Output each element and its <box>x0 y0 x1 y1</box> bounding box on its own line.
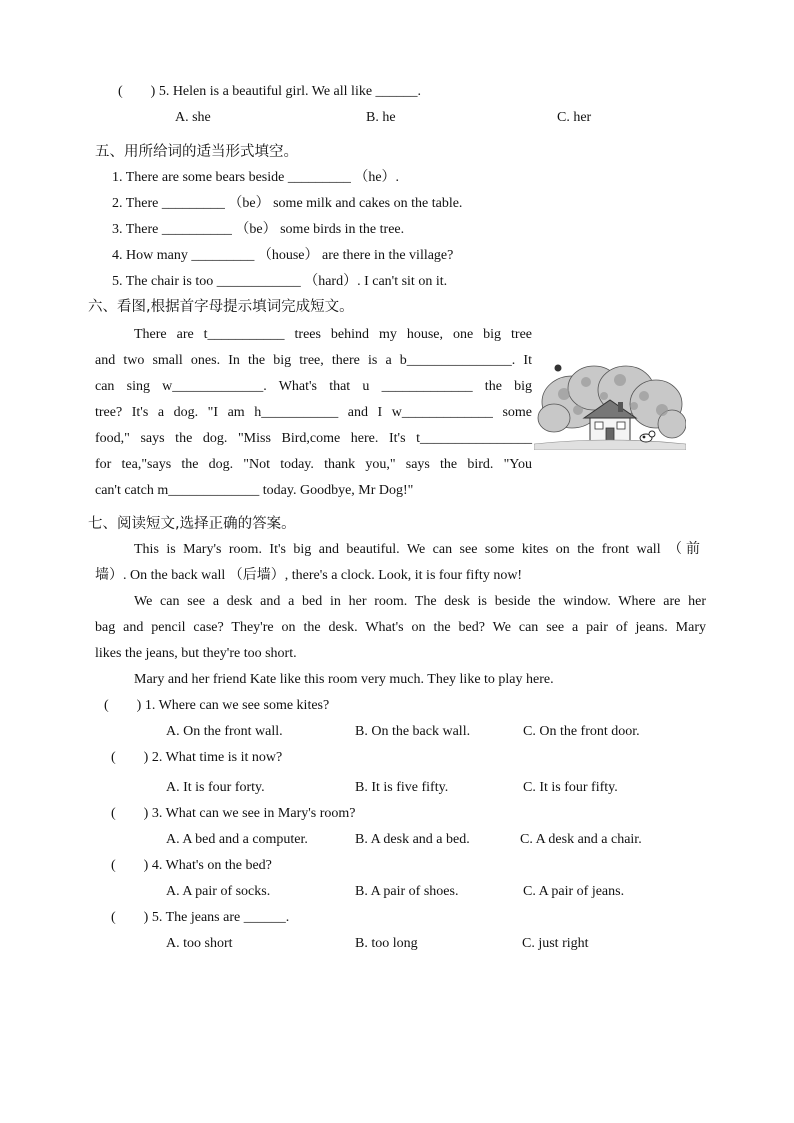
option-a: A. A bed and a computer. <box>166 832 308 847</box>
cloze-line: and two small ones. In the big tree, there is a b_______________. It <box>95 353 532 368</box>
option-a: A. she <box>175 110 211 125</box>
passage-line: Mary and her friend Kate like this room very much. They like to play here. <box>134 672 554 687</box>
house-with-trees-and-dog-illustration <box>534 358 686 450</box>
option-b: B. he <box>366 110 396 125</box>
section5-item: 1. There are some bears beside _________ （he）. <box>112 170 400 185</box>
question-stem: ( ) 3. What can we see in Mary's room? <box>111 806 356 821</box>
option-b: B. A desk and a bed. <box>355 832 470 847</box>
passage-line: We can see a desk and a bed in her room. The desk is beside the window. Where are her <box>134 594 706 609</box>
dog-icon <box>640 431 655 442</box>
section5-item: 5. The chair is too ____________ （hard）. I can't sit on it. <box>112 274 448 289</box>
section5-item: 3. There __________ （be） some birds in the tree. <box>112 222 405 237</box>
question-stem: ( ) 5. Helen is a beautiful girl. We all like ______. <box>118 84 422 99</box>
option-a: A. too short <box>166 936 233 951</box>
bird-icon <box>555 365 562 372</box>
cloze-line: tree? It's a dog. "I am h___________ and I w_____________ some <box>95 405 532 420</box>
section6-title: 六、看图,根据首字母提示填词完成短文。 <box>88 299 354 315</box>
option-b: B. On the back wall. <box>355 724 471 739</box>
section5-item: 4. How many _________ （house） are there in the village? <box>112 248 454 263</box>
passage-line: likes the jeans, but they're too short. <box>95 646 297 661</box>
cloze-line: can sing w_____________. What's that u _____________ the big <box>95 379 532 394</box>
passage-line: This is Mary's room. It's big and beautiful. We can see some kites on the front wall （前 <box>134 542 700 557</box>
option-a: A. On the front wall. <box>166 724 283 739</box>
cloze-line: There are t___________ trees behind my house, one big tree <box>134 327 532 342</box>
question-stem: ( ) 1. Where can we see some kites? <box>104 698 330 713</box>
option-a: A. A pair of socks. <box>166 884 271 899</box>
option-c: C. just right <box>522 936 589 951</box>
cloze-line: food," says the dog. "Miss Bird,come here. It's t________________ <box>95 431 532 446</box>
passage-line: 墙）. On the back wall （后墙）, there's a clock. Look, it is four fifty now! <box>95 568 523 583</box>
option-b: B. A pair of shoes. <box>355 884 459 899</box>
question-stem: ( ) 2. What time is it now? <box>111 750 283 765</box>
option-b: B. It is five fifty. <box>355 780 449 795</box>
option-b: B. too long <box>355 936 418 951</box>
option-c: C. It is four fifty. <box>523 780 618 795</box>
cloze-line: can't catch m_____________ today. Goodbye, Mr Dog!" <box>95 483 414 498</box>
question-stem: ( ) 5. The jeans are ______. <box>111 910 290 925</box>
option-a: A. It is four forty. <box>166 780 265 795</box>
option-c: C. A pair of jeans. <box>523 884 625 899</box>
option-c: C. A desk and a chair. <box>520 832 642 847</box>
cloze-line: for tea,"says the dog. "Not today. thank you," says the bird. "You <box>95 457 532 472</box>
passage-line: bag and pencil case? They're on the desk. What's on the bed? We can see a pair of jeans. Mary <box>95 620 706 635</box>
option-c: C. her <box>557 110 592 125</box>
section5-title: 五、用所给词的适当形式填空。 <box>95 144 298 160</box>
section7-title: 七、阅读短文,选择正确的答案。 <box>88 516 296 532</box>
question-stem: ( ) 4. What's on the bed? <box>111 858 272 873</box>
option-c: C. On the front door. <box>523 724 640 739</box>
section5-item: 2. There _________ （be） some milk and cakes on the table. <box>112 196 463 211</box>
